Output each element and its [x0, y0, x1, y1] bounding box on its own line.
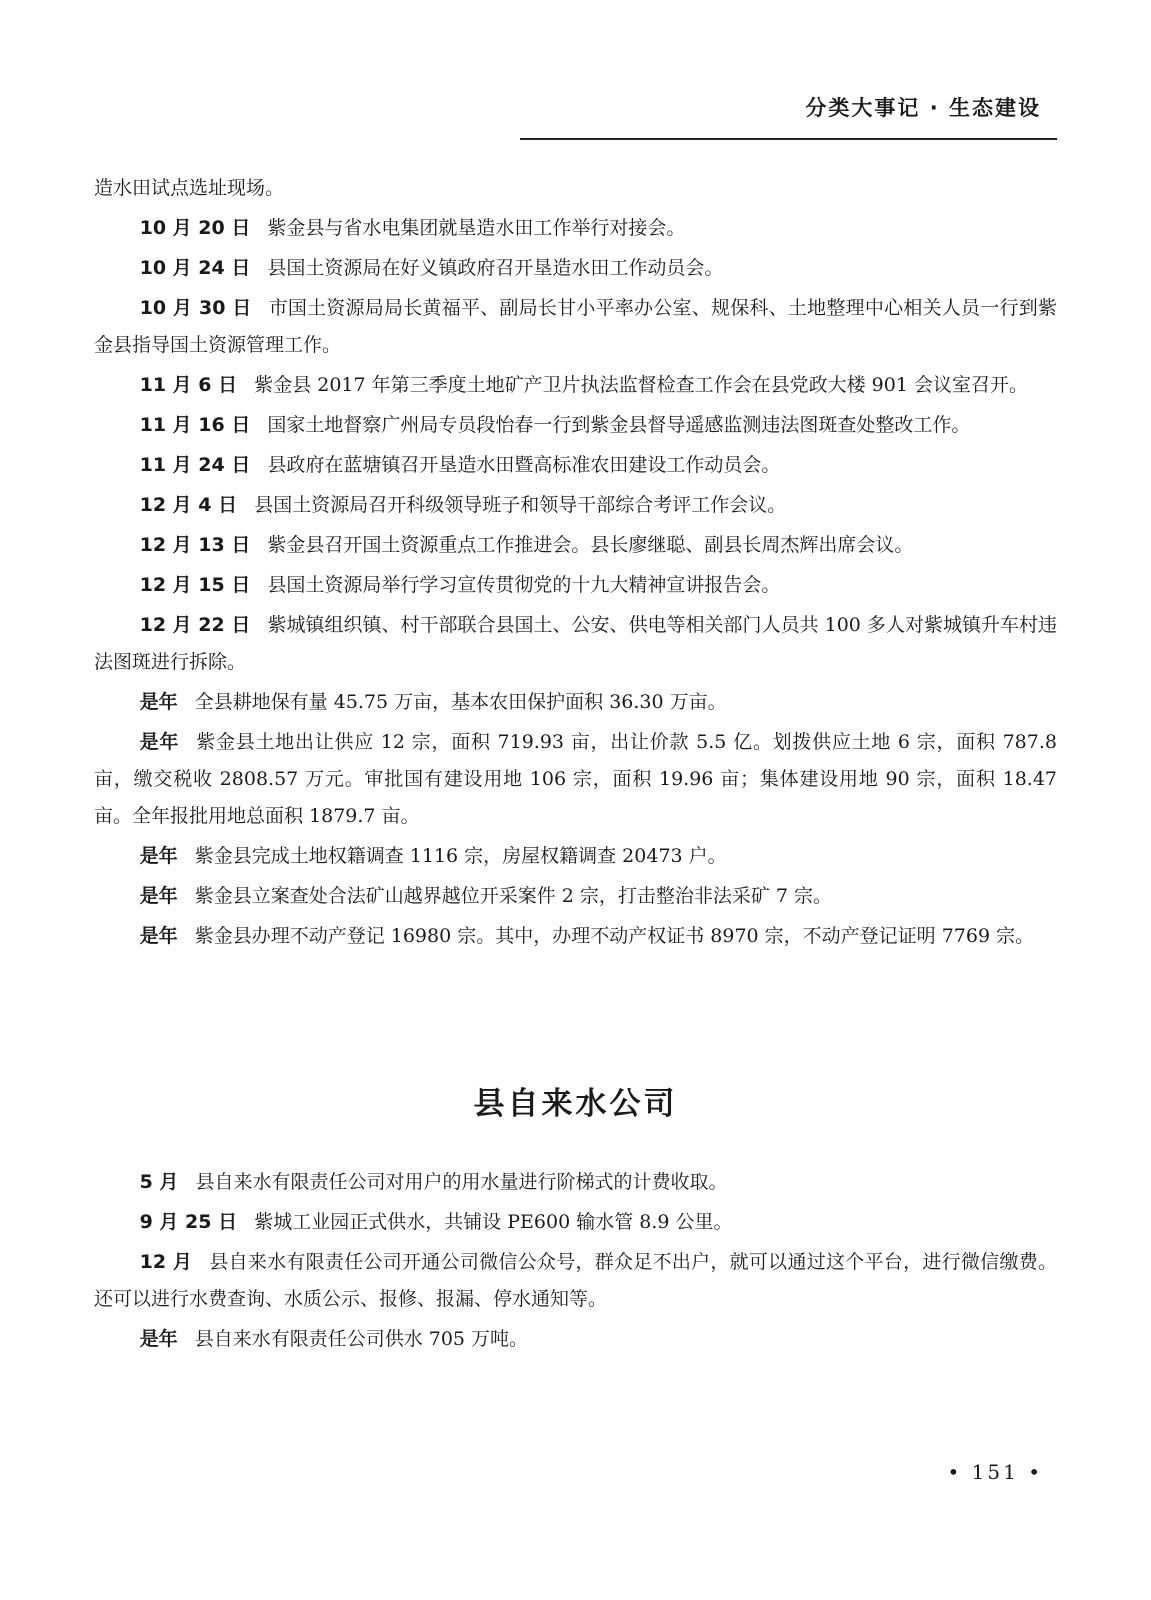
event-date: 12 月 4 日: [139, 494, 238, 516]
event-date: 12 月 15 日: [139, 574, 251, 596]
event-text: 紫金县 2017 年第三季度土地矿产卫片执法监督检查工作会在县党政大楼 901 会议室召开。: [254, 374, 1028, 396]
event-entry: [94, 250, 1057, 287]
event-date: 10 月 24 日: [139, 257, 251, 279]
event-text: 县国土资源局在好义镇政府召开垦造水田工作动员会。: [267, 257, 724, 279]
event-text: 县自来水有限责任公司开通公司微信公众号，群众足不出户，就可以通过这个平台，进行微信缴费。还可以进行水费查询、水质公示、报修、报漏、停水通知等。: [94, 1251, 1057, 1310]
event-date: 是年: [139, 845, 178, 867]
event-text: 紫金县土地出让供应 12 宗，面积 719.93 亩，出让价款 5.5 亿。划拨供应土地 6 宗，面积 787.8 亩，缴交税收 2808.57 万元。审批国有建设用地 106 宗，面积 19.96 亩；集体建设用地 90 宗，面积 18.47 亩。全年报批用地总面积 1879.7 亩。: [94, 731, 1057, 827]
header-rule: [520, 138, 1057, 140]
event-text: 县国土资源局举行学习宣传贯彻党的十九大精神宣讲报告会。: [267, 574, 781, 596]
event-entry: [94, 918, 1057, 955]
event-date: 是年: [139, 885, 178, 907]
event-date: 12 月 13 日: [139, 534, 251, 556]
event-date: 11 月 6 日: [139, 374, 238, 396]
event-list: [94, 1164, 1057, 1358]
event-entry: [94, 447, 1057, 484]
continuation-paragraph: 造水田试点选址现场。: [94, 177, 285, 199]
event-entry: [94, 210, 1057, 247]
event-text: 紫金县完成土地权籍调查 1116 宗，房屋权籍调查 20473 户。: [194, 845, 727, 867]
event-entry: [94, 567, 1057, 604]
event-date: 11 月 24 日: [139, 454, 251, 476]
event-text: 县政府在蓝塘镇召开垦造水田暨高标准农田建设工作动员会。: [267, 454, 781, 476]
event-date: 是年: [139, 691, 178, 713]
event-text: 紫金县与省水电集团就垦造水田工作举行对接会。: [267, 217, 686, 239]
section-title: 县自来水公司: [473, 1086, 678, 1122]
event-date: 是年: [139, 731, 180, 753]
event-date: 10 月 20 日: [139, 217, 251, 239]
page-number: • 151 •: [947, 1460, 1043, 1484]
event-entry: [94, 367, 1057, 404]
event-date: 9 月 25 日: [139, 1211, 238, 1233]
section-water-company: [94, 1164, 1057, 1361]
event-entry: [94, 487, 1057, 524]
event-text: 县自来水有限责任公司供水 705 万吨。: [194, 1328, 529, 1350]
running-header: 分类大事记 · 生态建设: [805, 96, 1041, 120]
event-entry: [94, 838, 1057, 875]
event-entry: [94, 607, 1057, 681]
event-entry: [94, 1244, 1057, 1318]
section-land-resources: [94, 170, 1057, 958]
event-entry: [94, 290, 1057, 364]
event-text: 紫城镇组织镇、村干部联合县国土、公安、供电等相关部门人员共 100 多人对紫城镇升车村违法图斑进行拆除。: [94, 614, 1057, 673]
event-entry: [94, 1164, 1057, 1201]
event-text: 紫金县召开国土资源重点工作推进会。县长廖继聪、副县长周杰辉出席会议。: [267, 534, 914, 556]
event-text: 全县耕地保有量 45.75 万亩，基本农田保护面积 36.30 万亩。: [194, 691, 727, 713]
event-text: 紫城工业园正式供水，共铺设 PE600 输水管 8.9 公里。: [254, 1211, 733, 1233]
event-date: 5 月: [139, 1171, 179, 1193]
event-text: 国家土地督察广州局专员段怡春一行到紫金县督导遥感监测违法图斑查处整改工作。: [267, 414, 971, 436]
event-entry: [94, 1321, 1057, 1358]
event-date: 12 月: [139, 1251, 193, 1273]
event-text: 市国土资源局局长黄福平、副局长甘小平率办公室、规保科、土地整理中心相关人员一行到紫金县指导国土资源管理工作。: [94, 297, 1057, 356]
event-date: 是年: [139, 925, 178, 947]
event-date: 10 月 30 日: [139, 297, 252, 319]
event-entry: [94, 724, 1057, 835]
event-text: 县国土资源局召开科级领导班子和领导干部综合考评工作会议。: [254, 494, 787, 516]
event-text: 紫金县办理不动产登记 16980 宗。其中，办理不动产权证书 8970 宗，不动产登记证明 7769 宗。: [194, 925, 1035, 947]
event-entry: [94, 527, 1057, 564]
event-date: 12 月 22 日: [139, 614, 251, 636]
event-entry: [94, 878, 1057, 915]
event-entry: [94, 407, 1057, 444]
event-date: 是年: [139, 1328, 178, 1350]
event-text: 县自来水有限责任公司对用户的用水量进行阶梯式的计费收取。: [195, 1171, 728, 1193]
event-list: [94, 210, 1057, 955]
event-entry: [94, 1204, 1057, 1241]
event-date: 11 月 16 日: [139, 414, 251, 436]
event-text: 紫金县立案查处合法矿山越界越位开采案件 2 宗，打击整治非法采矿 7 宗。: [194, 885, 833, 907]
event-entry: [94, 684, 1057, 721]
